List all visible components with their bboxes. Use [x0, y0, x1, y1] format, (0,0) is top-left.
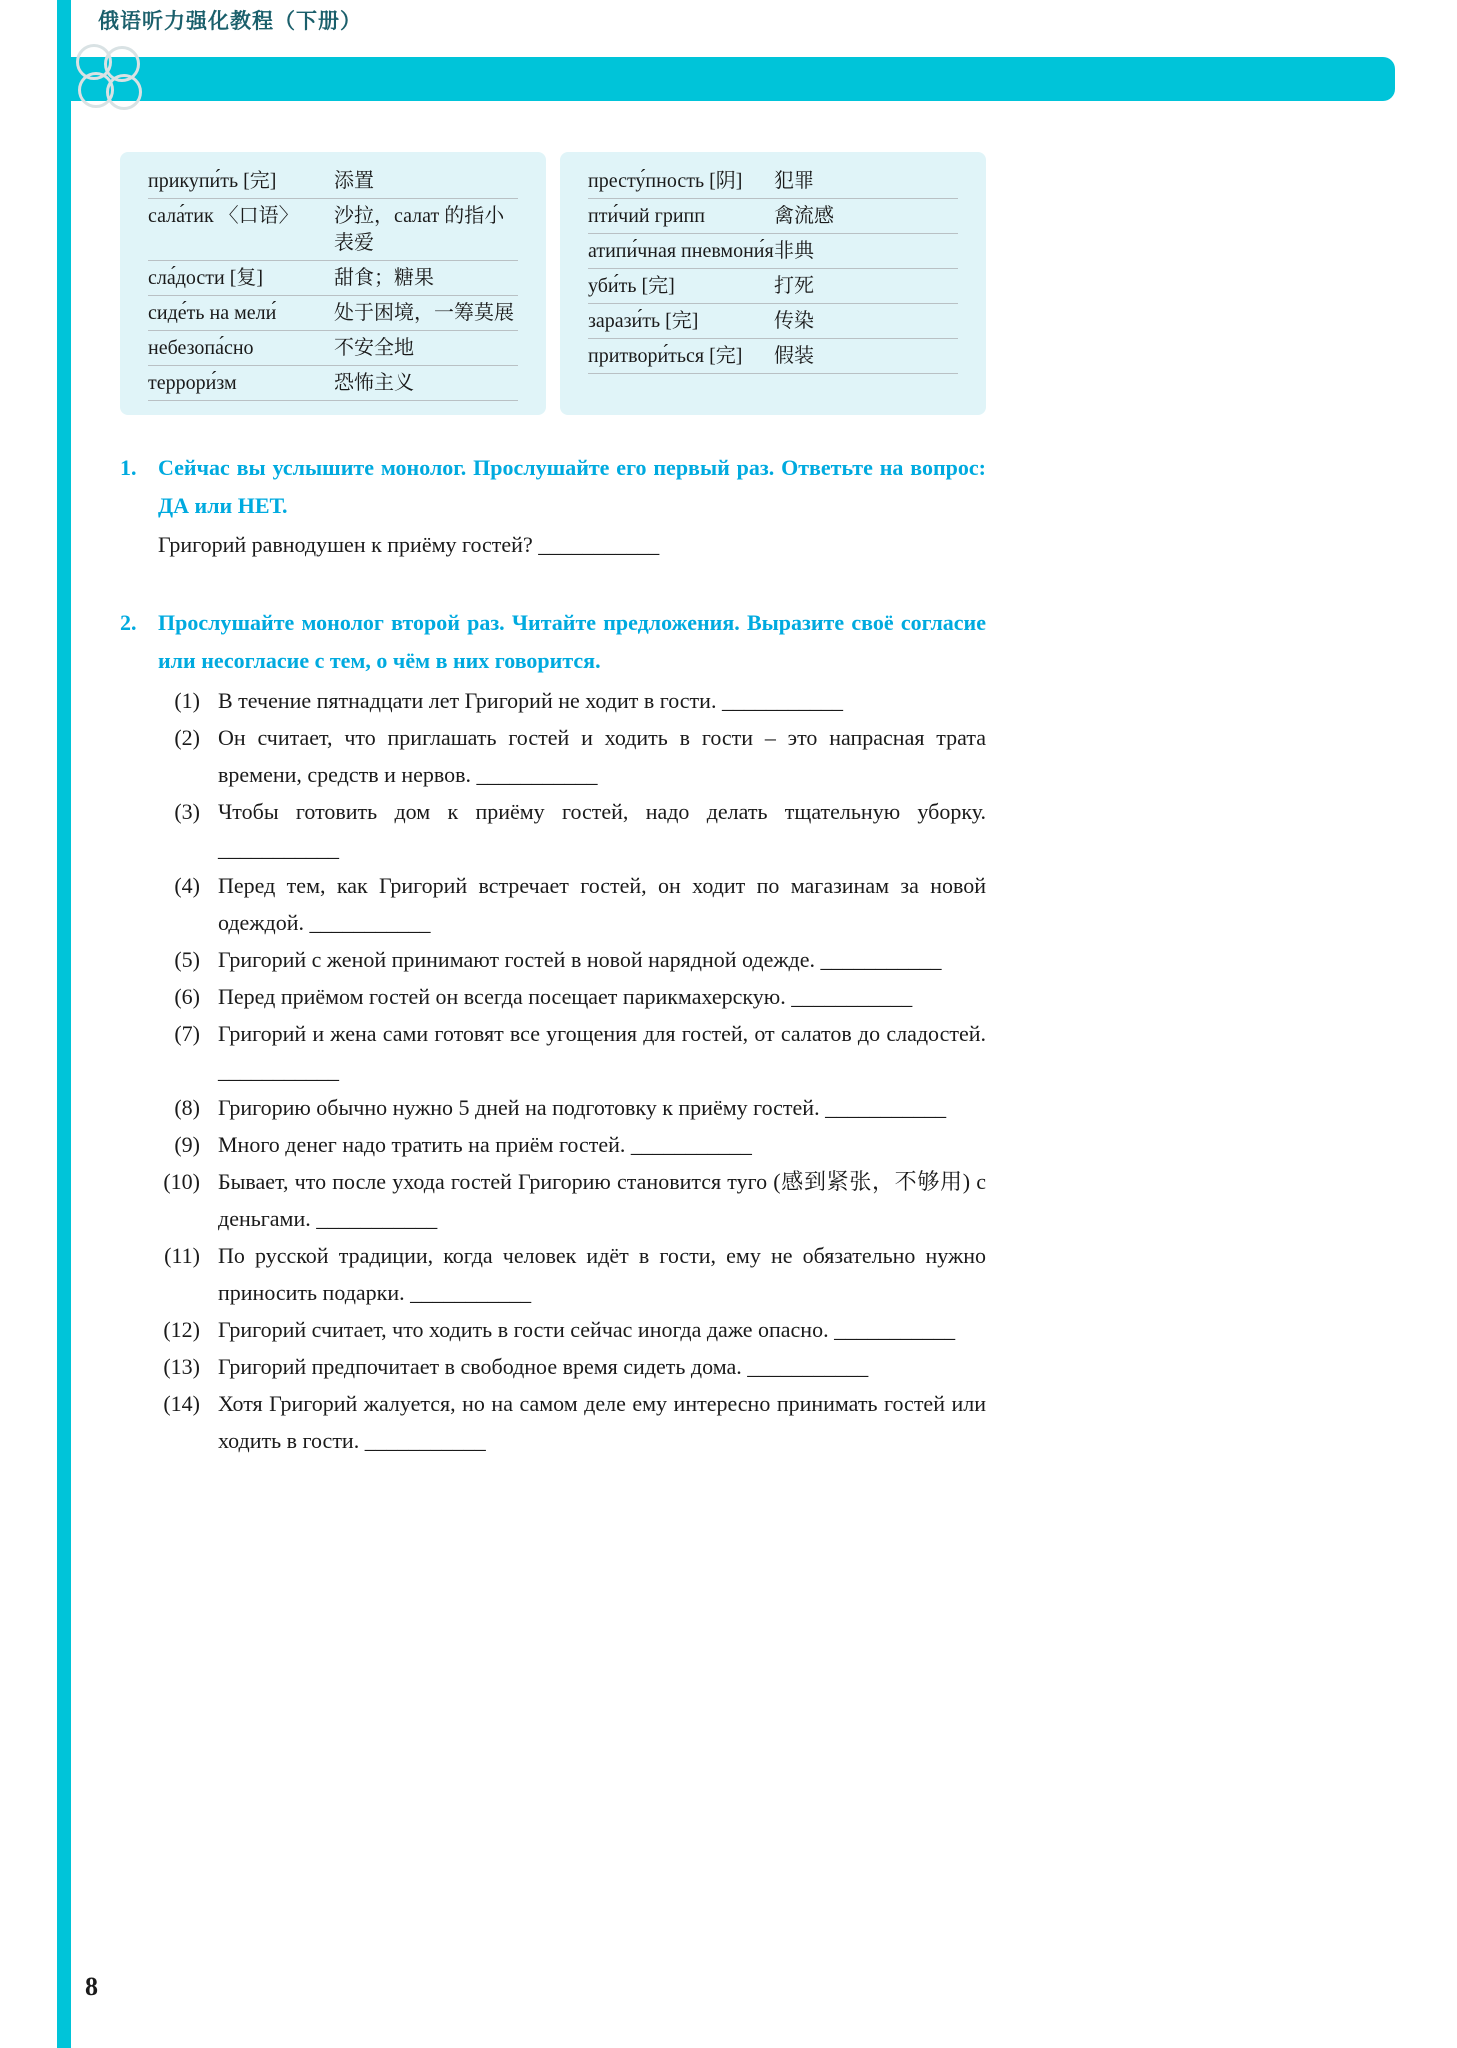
statement-text: Григорий и жена сами готовят все угощения для гостей, от салатов до сладостей. ___________ — [218, 1021, 986, 1083]
vocab-row — [588, 199, 958, 234]
statement-text: В течение пятнадцати лет Григорий не ходит в гости. ___________ — [218, 688, 843, 713]
statement-item — [120, 1385, 986, 1459]
statement-number: (5) — [174, 947, 200, 972]
statement-number: (13) — [163, 1354, 200, 1379]
statement-text: Перед тем, как Григорий встречает гостей, он ходит по магазинам за новой одеждой. ___________ — [218, 873, 986, 935]
vocab-row — [148, 296, 518, 331]
vocab-row — [588, 304, 958, 339]
header-title: 俄语听力强化教程（下册） — [98, 10, 362, 33]
statement-number: (11) — [164, 1243, 200, 1268]
vocab-term: сала́тик 〈口语〉 — [148, 205, 299, 227]
exercise-1-question: Григорий равнодушен к приёму гостей? ___________ — [158, 532, 660, 557]
statement-number: (4) — [174, 873, 200, 898]
statement-item — [120, 1089, 986, 1126]
vocab-row — [588, 234, 958, 269]
statement-number: (7) — [174, 1021, 200, 1046]
vocab-translation: 处于困境，一筹莫展 — [334, 302, 514, 324]
statement-text: Хотя Григорий жалуется, но на самом деле ему интересно принимать гостей или ходить в гости. ___________ — [218, 1391, 986, 1453]
statement-text: По русской традиции, когда человек идёт в гости, ему не обязательно нужно приносить подарки. ___________ — [218, 1243, 986, 1305]
statement-text: Григорию обычно нужно 5 дней на подготовку к приёму гостей. ___________ — [218, 1095, 947, 1120]
exercise-2-header — [120, 604, 986, 680]
vocab-row — [148, 199, 518, 261]
vocab-row — [588, 339, 958, 374]
statement-item — [120, 1311, 986, 1348]
statement-text: Много денег надо тратить на приём гостей. ___________ — [218, 1132, 752, 1157]
vocab-term: атипи́чная пневмони́я — [588, 240, 774, 262]
statement-number: (3) — [174, 799, 200, 824]
vocab-term: небезопа́сно — [148, 337, 254, 359]
exercise-1-title: Сейчас вы услышите монолог. Прослушайте его первый раз. Ответьте на вопрос: ДА или НЕТ. — [158, 455, 986, 518]
vocab-term: сиде́ть на мели́ — [148, 302, 277, 324]
vocab-row — [588, 164, 958, 199]
vocabulary-section — [120, 152, 986, 415]
vocab-box-right — [560, 152, 986, 415]
vocab-translation: 不安全地 — [334, 337, 414, 359]
vocab-translation: 非典 — [774, 240, 814, 262]
vocab-term: пти́чий грипп — [588, 205, 705, 227]
vocab-box-left — [120, 152, 546, 415]
vocab-translation: 传染 — [774, 310, 814, 332]
statement-number: (14) — [163, 1391, 200, 1416]
vocab-term: притвори́ться [完] — [588, 345, 743, 367]
vocab-translation: 添置 — [334, 170, 374, 192]
statement-number: (2) — [174, 725, 200, 750]
statement-item — [120, 867, 986, 941]
statement-item — [120, 1237, 986, 1311]
vocab-row — [148, 331, 518, 366]
vocab-translation: 假装 — [774, 345, 814, 367]
statement-text: Григорий считает, что ходить в гости сейчас иногда даже опасно. ___________ — [218, 1317, 956, 1342]
vocab-term: зарази́ть [完] — [588, 310, 699, 332]
left-accent-strip — [57, 0, 71, 2048]
exercise-1-header — [120, 449, 986, 525]
vocab-translation: 禽流感 — [774, 205, 834, 227]
vocab-term: прикупи́ть [完] — [148, 170, 277, 192]
header-bar — [57, 57, 1395, 101]
vocab-translation: 恐怖主义 — [334, 372, 414, 394]
vocab-term: престу́пность [阴] — [588, 170, 743, 192]
statement-text: Григорий предпочитает в свободное время сидеть дома. ___________ — [218, 1354, 869, 1379]
statement-number: (12) — [163, 1317, 200, 1342]
vocab-translation: 犯罪 — [774, 170, 814, 192]
statement-item — [120, 1015, 986, 1089]
statement-number: (10) — [163, 1169, 200, 1194]
exercise-1-number: 1. — [120, 455, 137, 480]
statement-number: (1) — [174, 688, 200, 713]
statement-text: Григорий с женой принимают гостей в новой нарядной одежде. ___________ — [218, 947, 942, 972]
vocab-translation: 沙拉，салат 的指小表爱 — [334, 205, 505, 254]
vocab-term: уби́ть [完] — [588, 275, 675, 297]
page-content — [120, 152, 986, 1459]
statement-text: Перед приёмом гостей он всегда посещает парикмахерскую. ___________ — [218, 984, 913, 1009]
statement-number: (9) — [174, 1132, 200, 1157]
four-circles-logo-icon — [76, 44, 148, 116]
statement-text: Он считает, что приглашать гостей и ходить в гости – это напрасная трата времени, средств и нервов. ___________ — [218, 725, 986, 787]
statement-number: (8) — [174, 1095, 200, 1120]
vocab-translation: 打死 — [774, 275, 814, 297]
exercise-2-title: Прослушайте монолог второй раз. Читайте предложения. Выразите своё согласие или несогласие с тем, о чём в них говорится. — [158, 610, 986, 673]
vocab-term: террори́зм — [148, 372, 237, 394]
vocab-row — [148, 261, 518, 296]
vocab-term: сла́дости [复] — [148, 267, 264, 289]
page-number: 8 — [85, 1972, 98, 2001]
exercise-2-number: 2. — [120, 610, 137, 635]
statement-number: (6) — [174, 984, 200, 1009]
statement-text: Чтобы готовить дом к приёму гостей, надо делать тщательную уборку. ___________ — [218, 799, 986, 861]
vocab-row — [588, 269, 958, 304]
statement-item — [120, 719, 986, 793]
exercise-1 — [120, 449, 986, 564]
statement-text: Бывает, что после ухода гостей Григорию становится туго (感到紧张，不够用) с деньгами. ___________ — [218, 1169, 986, 1231]
exercise-2 — [120, 604, 986, 1459]
vocab-translation: 甜食；糖果 — [334, 267, 434, 289]
statement-item — [120, 941, 986, 978]
statement-item — [120, 682, 986, 719]
statement-item — [120, 1348, 986, 1385]
statement-item — [120, 1126, 986, 1163]
vocab-row — [148, 366, 518, 401]
exercise-2-items — [120, 682, 986, 1459]
statement-item — [120, 1163, 986, 1237]
statement-item — [120, 978, 986, 1015]
vocab-row — [148, 164, 518, 199]
statement-item — [120, 793, 986, 867]
